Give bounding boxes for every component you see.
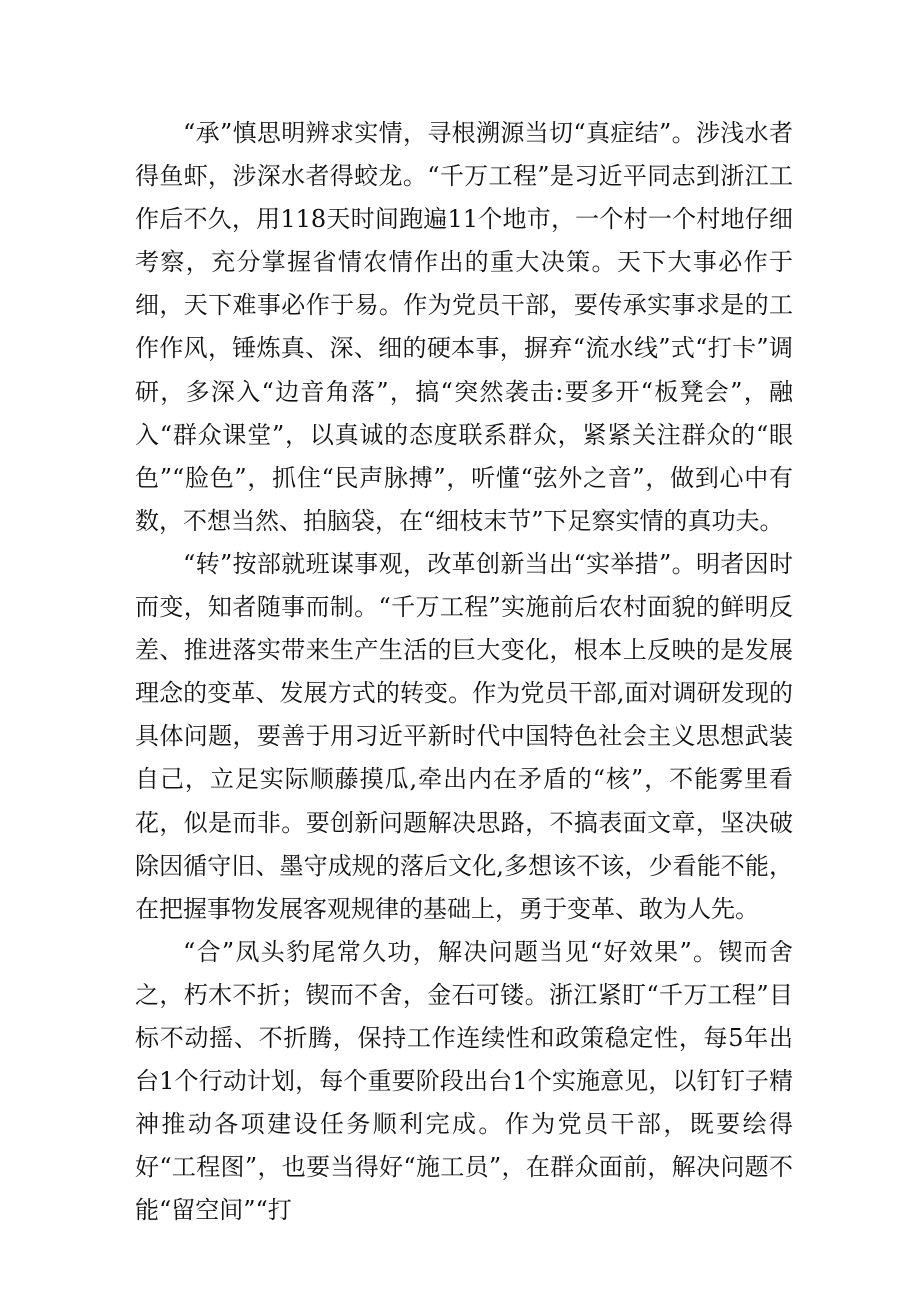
paragraph-cheng: “承”慎思明辨求实情，寻根溯源当切“真症结”。涉浅水者得鱼虾，涉深水者得蛟龙。“千万工程”是习近平同志到浙江工作后不久，用118天时间跑遍11个地市，一个村一个村地仔细考察，充分掌握省情农情作出的重大决策。天下大事必作于细，天下难事必作于易。作为党员干部，要传承实事求是的工作作风，锤炼真、深、细的硬本事，摒弃“流水线”式“打卡”调研，多深入“边音角落”，搞“突然袭击:要多开“板凳会”，融入“群众课堂”，以真诚的态度联系群众，紧紧关注群众的“眼色”“脸色”，抓住“民声脉搏”，听懂“弦外之音”，做到心中有数，不想当然、拍脑袋，在“细枝末节”下足察实情的真功夫。 <box>135 119 793 535</box>
paragraph-zhuan: “转”按部就班谋事观，改革创新当出“实举措”。明者因时而变，知者随事而制。“千万工程”实施前后农村面貌的鲜明反差、推进落实带来生产生活的巨大变化，根本上反映的是发展理念的变革、发展方式的转变。作为党员干部,面对调研发现的具体问题，要善于用习近平新时代中国特色社会主义思想武装自己，立足实际顺藤摸瓜,牵出内在矛盾的“核”，不能雾里看花，似是而非。要创新问题解决思路，不搞表面文章，坚决破除因循守旧、墨守成规的落后文化,多想该不该，少看能不能，在把握事物发展客观规律的基础上，勇于变革、敢为人先。 <box>135 549 793 923</box>
paragraph-he: “合”凤头豹尾常久功，解决问题当见“好效果”。锲而舍之，朽木不折；锲而不舍，金石可镂。浙江紧盯“千万工程”目标不动摇、不折腾，保持工作连续性和政策稳定性，每5年出台1个行动计划，每个重要阶段出台1个实施意见，以钉钉子精神推动各项建设任务顺利完成。作为党员干部，既要绘得好“工程图”，也要当得好“施工员”，在群众面前，解决问题不能“留空间”“打 <box>135 937 793 1225</box>
document-body <box>135 112 793 1232</box>
